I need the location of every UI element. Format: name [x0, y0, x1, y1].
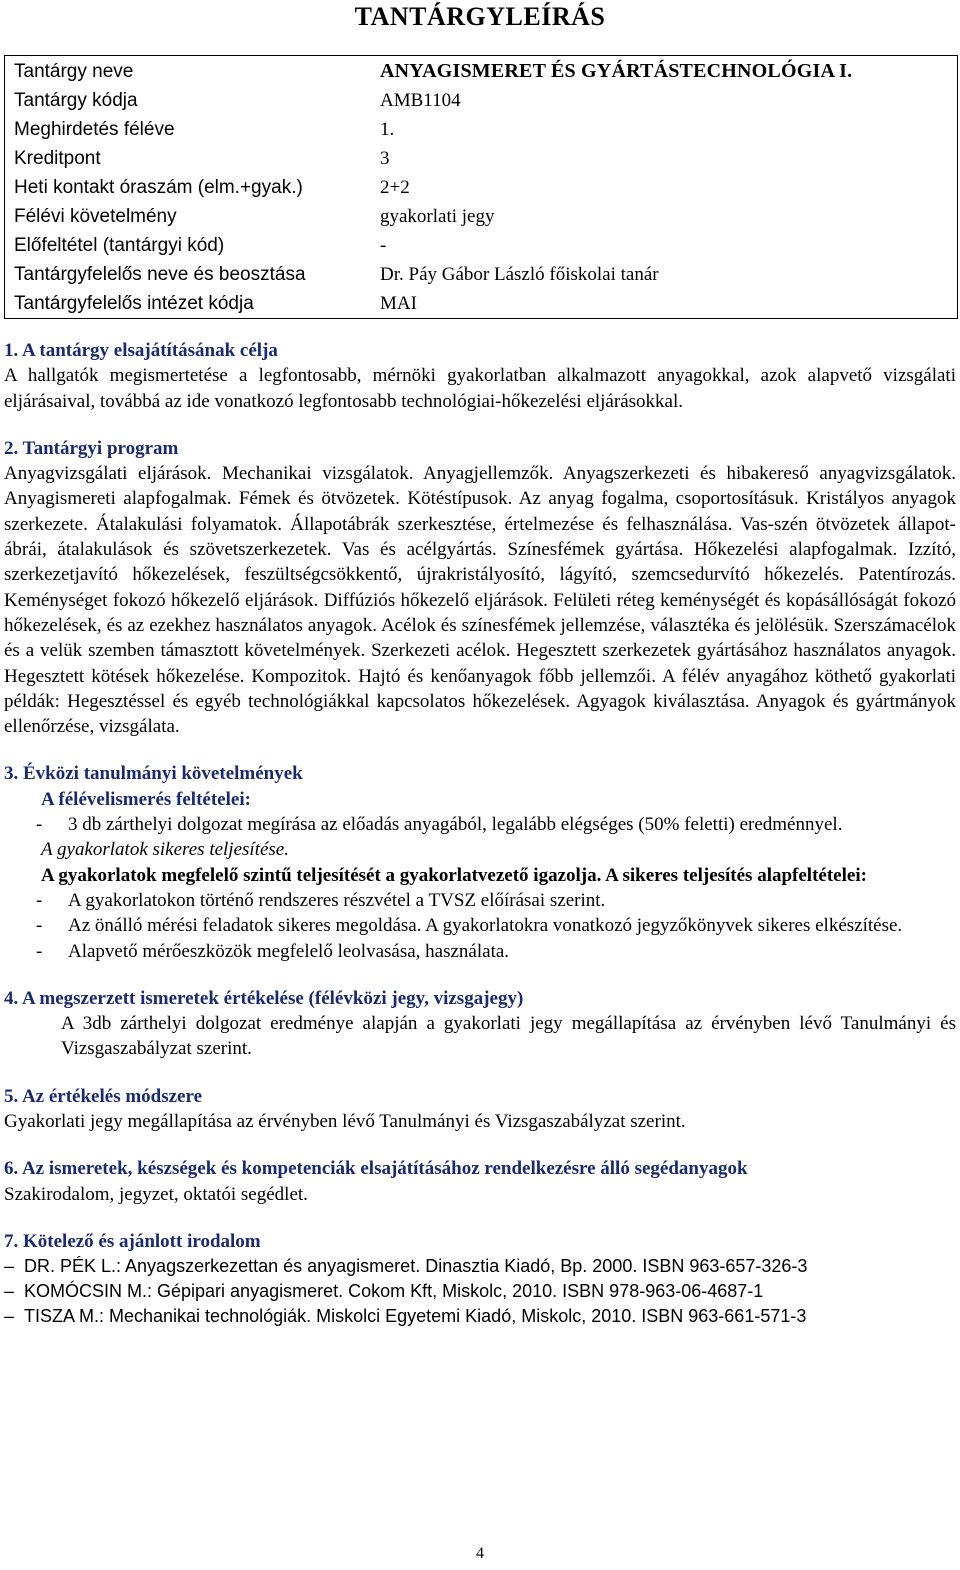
literature-item	[4, 1254, 956, 1279]
bold-paragraph: A gyakorlatok megfelelő szintű teljesítését a gyakorlatvezető igazolja. A sikeres teljesítés alapfeltételei:	[41, 864, 867, 886]
section-goal	[4, 338, 956, 414]
info-value: MAI	[380, 293, 417, 314]
dash-bullet: -	[36, 889, 43, 911]
info-value: -	[380, 235, 387, 256]
section-heading: 4. A megszerzett ismeretek értékelése (félévközi jegy, vizsgajegy)	[4, 987, 524, 1009]
info-label: Heti kontakt óraszám (elm.+gyak.)	[14, 177, 303, 198]
info-row	[5, 202, 957, 231]
document-body	[4, 338, 956, 1351]
info-value: AMB1104	[380, 90, 461, 111]
info-value: ANYAGISMERET ÉS GYÁRTÁSTECHNOLÓGIA I.	[380, 60, 853, 82]
info-row	[5, 289, 957, 318]
literature-item	[4, 1279, 956, 1304]
info-label: Tantárgy kódja	[14, 90, 138, 111]
section-text: Gyakorlati jegy megállapítása az érvényben lévő Tanulmányi és Vizsgaszabályzat szerint.	[4, 1111, 686, 1133]
section-heading: 2. Tantárgyi program	[4, 437, 179, 459]
info-label: Tantárgyfelelős neve és beosztása	[14, 264, 306, 285]
italic-line: A gyakorlatok sikeres teljesítése.	[41, 839, 289, 861]
section-heading: 3. Évközi tanulmányi követelmények	[4, 763, 303, 785]
info-value: 3	[380, 148, 390, 169]
literature-text: DR. PÉK L.: Anyagszerkezettan és anyagismeret. Dinasztia Kiadó, Bp. 2000. ISBN 963-657-326-3	[24, 1256, 808, 1277]
info-row	[5, 260, 957, 289]
list-item-text: Az önálló mérési feladatok sikeres megoldása. A gyakorlatokra vonatkozó jegyzőkönyvek sikeres elkészítése.	[68, 915, 903, 937]
info-value: Dr. Páy Gábor László főiskolai tanár	[380, 264, 659, 285]
section-heading: 6. Az ismeretek, készségek és kompetenciák elsajátításához rendelkezésre álló segédanyagok	[4, 1158, 748, 1180]
info-row	[5, 144, 957, 173]
section-text: A hallgatók megismertetése a legfontosabb, mérnöki gyakorlatban alkalmazott anyagokkal, azok alapvető vizsgálati eljárásaival, továbbá az ide vonatkozó legfontosabb technológiai-hőkezelési eljárásokkal.	[4, 365, 956, 412]
info-row	[5, 86, 957, 115]
list-item-text: Alapvető mérőeszközök megfelelő leolvasása, használata.	[68, 940, 510, 962]
info-row	[5, 57, 957, 86]
info-label: Tantárgyfelelős intézet kódja	[14, 293, 254, 314]
section-materials	[4, 1156, 956, 1207]
section-text: Anyagvizsgálati eljárások. Mechanikai vizsgálatok. Anyagjellemzők. Anyagszerkezeti és hibakereső anyagvizsgálatok. Anyagismereti alapfogalmak. Fémek és ötvözetek. Kötéstípusok. Az anyag fogalma, csoportosításuk. Kristályos anyagok szerkezete. Átalakulási folyamatok. Állapotábrák szerkesztése, értelmezése és felhasználása. Vas-szén ötvözetek állapot-ábrái, átalakulások és szövetszerkezetek. Vas és acélgyártás. Színesfémek gyártása. Hőkezelési alapfogalmak. Izzító, szerkezetjavító hőkezelések, feszültségcsökkentő, újrakristályosító, lágyító, szemcsedurvító hőkezelés. Patentírozás. Keménységet fokozó hőkezelő eljárások. Diffúziós hőkezelő eljárások. Felületi réteg keménységét és kopásállóságát fokozó hőkezelések, és az ezekhez használatos anyagok. Acélok és színesfémek jellemzése, választéka és jelölésük. Szerszámacélok és a velük szemben támasztott követelmények. Szerkezeti acélok. Hegesztett szerkezetek gyártásához használatos anyagok. Hegesztett kötések hőkezelése. Kompozitok. Hajtó és kenőanyagok főbb jellemzői. A félév anyagához köthető gyakorlati példák: Hegesztéssel és egyéb technológiákkal kapcsolatos hőkezelések. Agyagok kiválasztása. Anyagok és gyártmányok ellenőrzése, vizsgálata.	[4, 463, 956, 738]
section-heading: 7. Kötelező és ajánlott irodalom	[4, 1230, 261, 1252]
info-row	[5, 173, 957, 202]
dash-bullet: ‒	[4, 1281, 15, 1302]
list-item-text: 3 db zárthelyi dolgozat megírása az előadás anyagából, legalább elégséges (50% feletti) eredménnyel.	[68, 814, 843, 836]
subheading: A félévelismerés feltételei:	[41, 788, 251, 810]
info-value: 2+2	[380, 177, 410, 198]
info-value: gyakorlati jegy	[380, 206, 495, 227]
literature-text: KOMÓCSIN M.: Gépipari anyagismeret. Cokom Kft, Miskolc, 2010. ISBN 978-963-06-4687-1	[24, 1281, 764, 1302]
page-number: 4	[476, 1545, 484, 1562]
info-label: Tantárgy neve	[14, 61, 134, 82]
section-literature	[4, 1229, 956, 1329]
dash-bullet: ‒	[4, 1306, 15, 1327]
list-item	[4, 913, 956, 938]
info-row	[5, 115, 957, 144]
info-label: Kreditpont	[14, 148, 101, 169]
dash-bullet: -	[36, 814, 43, 836]
section-requirements	[4, 761, 956, 963]
list-item	[4, 939, 956, 964]
section-heading: 5. Az értékelés módszere	[4, 1085, 203, 1107]
info-row	[5, 231, 957, 260]
info-label: Meghirdetés féléve	[14, 119, 175, 140]
dash-bullet: -	[36, 915, 43, 937]
dash-bullet: -	[36, 940, 43, 962]
info-label: Félévi követelmény	[14, 206, 177, 227]
section-method	[4, 1084, 956, 1135]
literature-text: TISZA M.: Mechanikai technológiák. Miskolci Egyetemi Kiadó, Miskolc, 2010. ISBN 963-661-571-3	[24, 1306, 807, 1327]
list-item-text: A gyakorlatokon történő rendszeres részvétel a TVSZ előírásai szerint.	[68, 889, 606, 911]
section-text: A 3db zárthelyi dolgozat eredménye alapján a gyakorlati jegy megállapítása az érvényben lévő Tanulmányi és Vizsgaszabályzat szerint.	[61, 1013, 956, 1060]
section-evaluation	[4, 986, 956, 1062]
subject-info-table	[4, 55, 958, 319]
info-label: Előfeltétel (tantárgyi kód)	[14, 235, 225, 256]
section-text: Szakirodalom, jegyzet, oktatói segédlet.	[4, 1183, 308, 1205]
document-title: TANTÁRGYLEÍRÁS	[354, 2, 606, 31]
literature-item	[4, 1304, 956, 1329]
list-item	[4, 888, 956, 913]
section-program	[4, 436, 956, 740]
info-value: 1.	[380, 119, 395, 140]
list-item	[4, 812, 956, 837]
section-heading: 1. A tantárgy elsajátításának célja	[4, 340, 278, 361]
dash-bullet: ‒	[4, 1256, 15, 1277]
